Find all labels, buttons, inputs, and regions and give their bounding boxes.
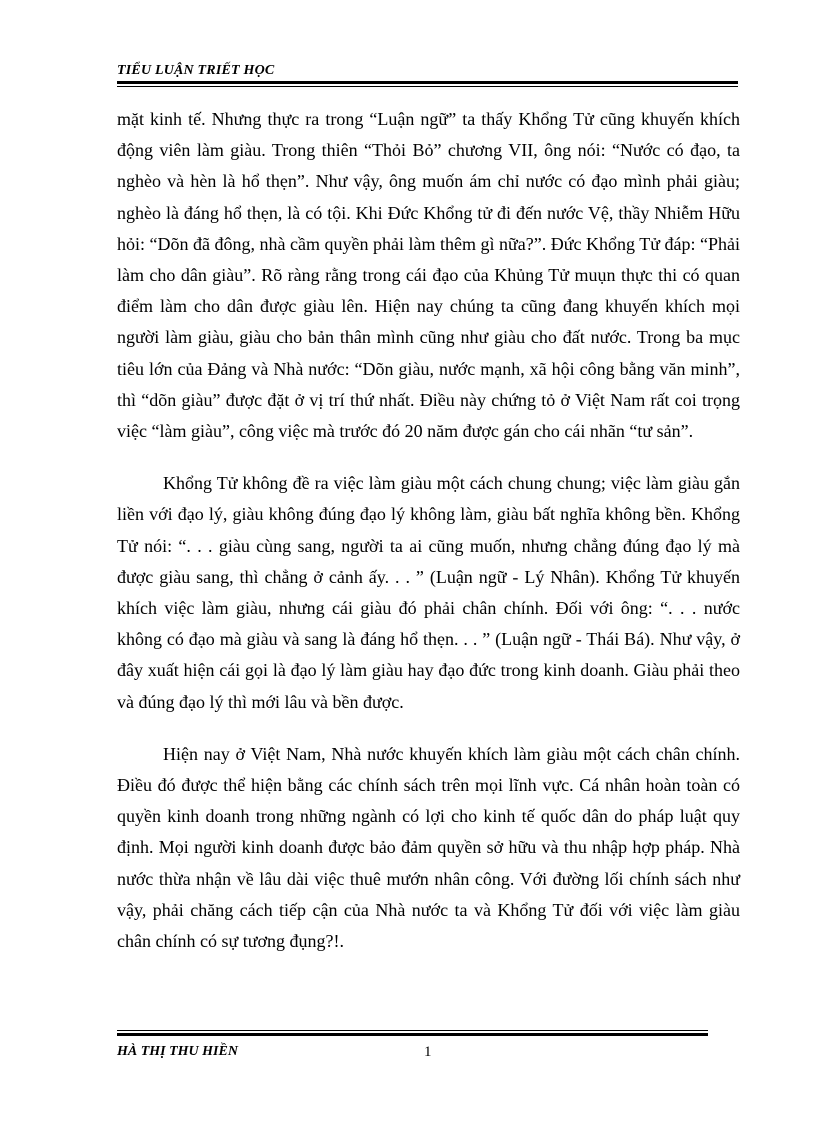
paragraph: Hiện nay ở Việt Nam, Nhà nước khuyến khích làm giàu một cách chân chính. Điều đó được thể hiện bằng các chính sách trên mọi lĩnh vực. Cá nhân hoàn toàn có quyền kinh doanh trong những ngành có lợi cho kinh tế quốc dân do pháp luật quy định. Mọi người kinh doanh được bảo đảm quyền sở hữu và thu nhập hợp pháp. Nhà nước thừa nhận về lâu dài việc thuê mướn nhân công. Với đường lối chính sách như vậy, phải chăng cách tiếp cận của Nhà nước ta và Khổng Tử đối với việc làm giàu chân chính có sự tương đụng?!.: [117, 743, 740, 952]
paragraph: Khổng Tử không đề ra việc làm giàu một cách chung chung; việc làm giàu gắn liền với đạo lý, giàu không đúng đạo lý không làm, giàu bất nghĩa không bền. Khổng Tử nói: “. . . giàu cùng sang, người ta ai cũng muốn, nhưng chẳng đúng đạo lý mà được giàu sang, thì chẳng ở cảnh ấy. . . ” (Luận ngữ - Lý Nhân). Khổng Tử khuyến khích việc làm giàu, nhưng cái giàu đó phải chân chính. Đối với ông: “. . . nước không có đạo mà giàu và sang là đáng hổ thẹn. . . ” (Luận ngữ - Thái Bá). Như vậy, ở đây xuất hiện cái gọi là đạo lý làm giàu hay đạo đức trong kinh doanh. Giàu phải theo và đúng đạo lý thì mới lâu và bền được.: [117, 473, 740, 712]
document-body: [117, 104, 740, 978]
footer-author: HÀ THỊ THU HIỀN: [117, 1044, 238, 1059]
header-rule-thick: [117, 81, 738, 84]
page-number: 1: [424, 1044, 432, 1060]
footer-rule-thick: [117, 1033, 708, 1036]
document-header-title: TIỂU LUẬN TRIẾT HỌC: [117, 63, 275, 78]
header-rule-thin: [117, 86, 738, 87]
paragraph: mặt kinh tế. Nhưng thực ra trong “Luận ngữ” ta thấy Khổng Tử cũng khuyến khích động viên làm giàu. Trong thiên “Thỏi Bỏ” chương VII, ông nói: “Nước có đạo, ta nghèo và hèn là hổ thẹn”. Như vậy, ông muốn ám chỉ nước có đạo mình phải giàu; nghèo là đáng hổ thẹn, là có tội. Khi Đức Khổng tử đi đến nước Vệ, thầy Nhiễm Hữu hỏi: “Dõn đã đông, nhà cầm quyền phải làm thêm gì nữa?”. Đức Khổng Tử đáp: “Phải làm cho dân giàu”. Rõ ràng rằng trong cái đạo của Khủng Tử muụn thực thi có quan điểm làm cho dân được giàu lên. Hiện nay chúng ta cũng đang khuyến khích mọi người làm giàu, giàu cho bản thân mình cũng như giàu cho đất nước. Trong ba mục tiêu lớn của Đảng và Nhà nước: “Dõn giàu, nước mạnh, xã hội công bằng văn minh”, thì “dõn giàu” được đặt ở vị trí thứ nhất. Điều này chứng tỏ ở Việt Nam rất coi trọng việc “làm giàu”, công việc mà trước đó 20 năm được gán cho cái nhãn “tư sản”.: [117, 109, 740, 442]
footer-rule-thin: [117, 1030, 708, 1031]
